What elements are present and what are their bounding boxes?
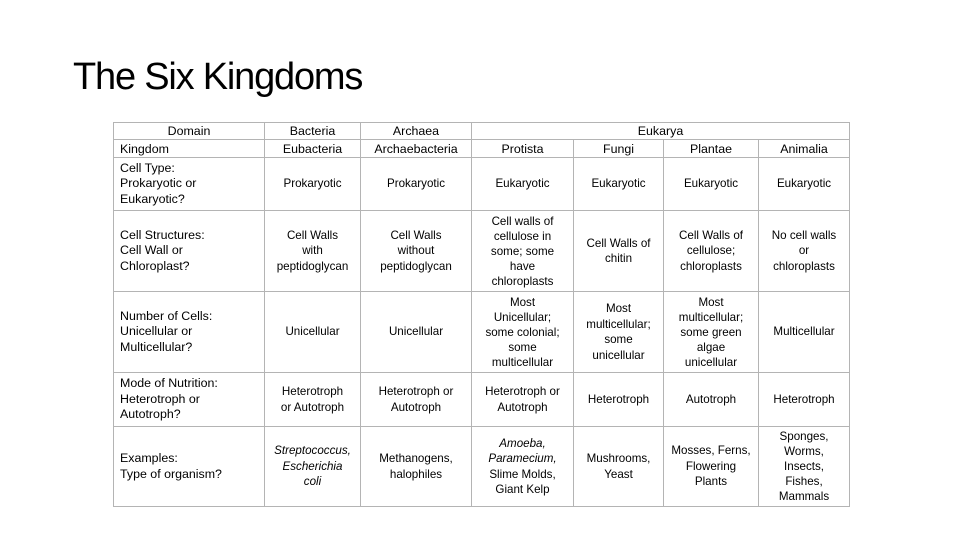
data-cell	[265, 292, 361, 373]
cell-text-line: Heterotroph	[281, 385, 344, 398]
cell-text-line: Worms,	[784, 445, 824, 458]
cell-text-line: Giant Kelp	[495, 483, 550, 496]
data-cell: Eukaryotic	[759, 158, 850, 211]
cell-text-line: Plants	[694, 475, 728, 489]
cell-text-line: unicellular	[684, 355, 738, 369]
six-kingdoms-table	[113, 122, 850, 507]
data-cell	[472, 373, 574, 427]
data-cell	[265, 211, 361, 292]
cell-text-line: chloroplasts	[491, 274, 554, 288]
data-cell	[265, 373, 361, 427]
data-cell	[472, 427, 574, 507]
cell-text-line: Slime Molds,	[489, 467, 556, 481]
cell-text-line: Cell Type:	[120, 160, 175, 175]
data-cell	[574, 373, 664, 427]
cell-text-line: Autotroph	[497, 400, 548, 414]
cell-text-line: cellulose;	[686, 244, 736, 258]
cell-text-line: multicellular	[491, 355, 554, 369]
cell-text-line: or	[798, 244, 810, 258]
data-cell: Eukaryotic	[574, 158, 664, 211]
cell-text-line: Cell walls of	[491, 214, 554, 228]
data-cell	[664, 211, 759, 292]
cell-text-line: Heterotroph	[773, 392, 835, 406]
kingdom-header-cell: Kingdom	[114, 140, 265, 158]
cell-text-line: Mammals	[778, 490, 830, 503]
cell-text-line: Unicellular	[285, 325, 340, 339]
cell-text-line: Multicellular	[773, 325, 835, 339]
cell-text-line: Cell Wall or	[120, 243, 183, 258]
scientific-name	[475, 436, 570, 467]
cell-text-line: Fishes,	[785, 475, 823, 488]
data-cell	[664, 292, 759, 373]
cell-text-line: with	[302, 244, 323, 258]
cell-text-line: Examples:	[120, 451, 178, 465]
cell-text-line: Paramecium,	[488, 452, 557, 465]
cell-text-line: Mosses, Ferns,	[671, 444, 751, 458]
cell-text-line: without	[397, 244, 435, 258]
domain-header-cell: Domain	[114, 123, 265, 140]
row-header-cell	[114, 292, 265, 373]
cell-type-row	[114, 158, 850, 211]
number-of-cells-row	[114, 292, 850, 373]
cell-text-line: Heterotroph or	[378, 385, 454, 398]
cell-text-line: or Autotroph	[280, 400, 345, 414]
cell-text-line: Most	[605, 302, 632, 315]
data-cell: Prokaryotic	[265, 158, 361, 211]
cell-text-line: Heterotroph	[587, 392, 650, 406]
cell-text-line: Streptococcus,	[274, 444, 351, 458]
cell-text-line: Chloroplast?	[120, 258, 190, 273]
cell-structures-row	[114, 211, 850, 292]
cell-text-line: Mode of Nutrition:	[120, 376, 218, 391]
domain-eukarya-cell: Eukarya	[472, 123, 850, 140]
data-cell	[361, 211, 472, 292]
cell-text-line: some; some	[490, 244, 555, 258]
data-cell	[361, 373, 472, 427]
kingdom-cell: Plantae	[664, 140, 759, 158]
cell-text-line: Type of organism?	[120, 466, 222, 481]
data-cell	[361, 427, 472, 507]
cell-text-line: cellulose in	[493, 229, 552, 243]
kingdom-cell: Animalia	[759, 140, 850, 158]
cell-text-line: Autotroph?	[120, 407, 181, 422]
cell-text-line: some	[508, 340, 537, 354]
cell-text-line: Unicellular;	[493, 310, 552, 324]
cell-text-line: Eukaryotic?	[120, 191, 185, 206]
cell-text-line: chitin	[604, 252, 633, 265]
domain-bacteria-cell: Bacteria	[265, 123, 361, 140]
mode-of-nutrition-row	[114, 373, 850, 427]
row-header-cell	[114, 158, 265, 211]
cell-text-line: Mushrooms,	[586, 452, 651, 465]
data-cell	[472, 211, 574, 292]
cell-text-line: coli	[303, 475, 322, 489]
data-cell: Eukaryotic	[664, 158, 759, 211]
row-header-cell	[114, 427, 265, 507]
cell-text-line: have	[509, 259, 536, 273]
data-cell: Prokaryotic	[361, 158, 472, 211]
cell-text-line: Sponges,	[779, 430, 829, 443]
cell-text-line: Unicellular	[388, 325, 444, 339]
cell-text-line: Multicellular?	[120, 339, 193, 354]
cell-text-line: Autotroph	[390, 400, 442, 414]
data-cell	[574, 292, 664, 373]
cell-text-line: Heterotroph or	[485, 385, 560, 398]
cell-text-line: Heterotroph or	[120, 391, 200, 406]
kingdom-cell: Protista	[472, 140, 574, 158]
data-cell	[664, 427, 759, 507]
cell-text-line: Autotroph	[685, 392, 737, 406]
data-cell	[759, 292, 850, 373]
cell-text-line: multicellular;	[678, 310, 744, 324]
cell-text-line: Unicellular or	[120, 324, 193, 339]
data-cell	[759, 211, 850, 292]
cell-text-line: algae	[696, 340, 726, 354]
cell-text-line: peptidoglycan	[380, 259, 452, 273]
domain-row	[114, 123, 850, 140]
cell-text-line: No cell walls	[771, 228, 837, 242]
cell-text-line: unicellular	[592, 348, 645, 362]
data-cell	[759, 427, 850, 507]
cell-text-line: Most	[509, 295, 536, 309]
cell-text-line: Amoeba,	[499, 436, 546, 450]
cell-text-line: Cell Structures:	[120, 227, 205, 242]
data-cell: Eukaryotic	[472, 158, 574, 211]
cell-text-line: multicellular;	[586, 317, 651, 331]
kingdom-cell: Eubacteria	[265, 140, 361, 158]
kingdom-cell: Archaebacteria	[361, 140, 472, 158]
kingdom-row	[114, 140, 850, 158]
data-cell	[759, 373, 850, 427]
examples-row	[114, 427, 850, 507]
cell-text-line: some green	[680, 325, 742, 339]
data-cell	[472, 292, 574, 373]
cell-text-line: Insects,	[784, 460, 824, 473]
cell-text-line: Cell Walls	[390, 228, 442, 242]
data-cell	[361, 292, 472, 373]
cell-text-line: Yeast	[604, 467, 633, 481]
common-name	[475, 467, 570, 498]
cell-text-line: Cell Walls of	[586, 236, 651, 250]
cell-text-line: Number of Cells:	[120, 308, 213, 323]
cell-text-line: Prokaryotic or	[120, 176, 197, 191]
cell-text-line: Escherichia	[282, 459, 343, 473]
cell-text-line: Flowering	[685, 459, 737, 473]
data-cell	[664, 373, 759, 427]
slide-title: The Six Kingdoms	[73, 56, 363, 98]
kingdom-cell: Fungi	[574, 140, 664, 158]
row-header-cell	[114, 373, 265, 427]
row-header-cell	[114, 211, 265, 292]
cell-text-line: halophiles	[389, 467, 443, 481]
data-cell	[574, 427, 664, 507]
cell-text-line: some colonial;	[485, 325, 560, 339]
cell-text-line: Methanogens,	[379, 452, 453, 465]
data-cell	[574, 211, 664, 292]
domain-archaea-cell: Archaea	[361, 123, 472, 140]
cell-text-line: Cell Walls	[286, 228, 339, 242]
cell-text-line: peptidoglycan	[276, 259, 349, 273]
data-cell	[265, 427, 361, 507]
cell-text-line: some	[604, 333, 633, 346]
scientific-name	[268, 443, 357, 490]
cell-text-line: Most	[698, 295, 724, 309]
cell-text-line: chloroplasts	[773, 259, 835, 273]
cell-text-line: Cell Walls of	[679, 228, 743, 242]
cell-text-line: chloroplasts	[680, 259, 742, 273]
